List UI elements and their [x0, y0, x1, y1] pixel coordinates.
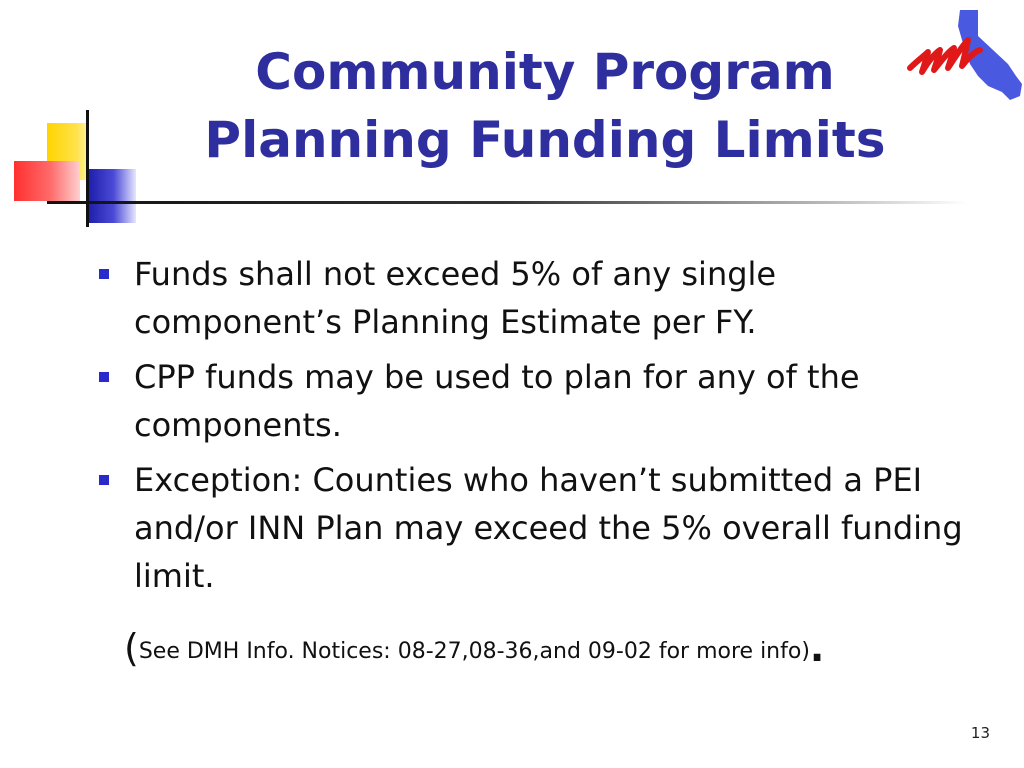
slide-title-line-2: Planning Funding Limits — [204, 111, 886, 169]
square-bullet-icon — [99, 475, 109, 485]
bullet-text: Exception: Counties who haven’t submitted a PEI and/or INN Plan may exceed the 5% overall funding limit. — [134, 461, 963, 595]
slide-title — [150, 38, 940, 174]
mh-script-mark — [910, 40, 980, 72]
california-state-logo-icon — [904, 6, 1024, 102]
decorative-red-rectangle — [14, 161, 80, 201]
bullet-text: CPP funds may be used to plan for any of the components. — [134, 358, 860, 444]
bullet-item-funds-limit — [96, 250, 966, 346]
bullet-list — [96, 250, 966, 607]
bullet-item-exception — [96, 456, 966, 600]
square-bullet-icon — [99, 372, 109, 382]
decorative-vertical-line — [86, 110, 89, 227]
bullet-item-cpp-funds — [96, 353, 966, 449]
slide-title-line-1: Community Program — [255, 43, 835, 101]
title-underline-divider — [47, 201, 967, 204]
reference-note — [124, 620, 824, 680]
slide-number: 13 — [970, 724, 990, 742]
note-open-paren: ( — [124, 626, 139, 670]
bullet-text: Funds shall not exceed 5% of any single component’s Planning Estimate per FY. — [134, 255, 777, 341]
note-text: See DMH Info. Notices: 08-27,08-36,and 09-02 for more info) — [138, 639, 810, 664]
square-bullet-icon — [99, 269, 109, 279]
note-period: . — [809, 626, 825, 670]
decorative-blue-square — [86, 169, 136, 223]
